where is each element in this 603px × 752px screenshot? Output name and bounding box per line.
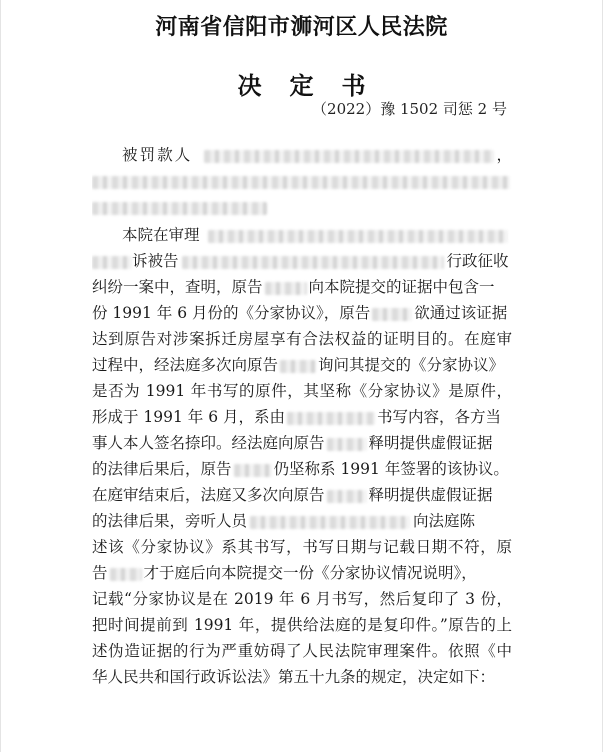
body-line xyxy=(92,248,512,274)
body-line xyxy=(92,326,512,352)
body-text: 本院在审理 xyxy=(122,226,200,244)
body-line xyxy=(92,430,512,456)
redacted-text xyxy=(280,360,316,373)
redacted-text xyxy=(208,230,508,243)
body-text: 华人民共和国行政诉讼法》第五十九条的规定，决定如下： xyxy=(92,668,496,686)
body-text: 才于庭后向本院提交一份《分家协议情况说明》， xyxy=(143,564,477,582)
body-line xyxy=(92,664,512,690)
body-text: 告 xyxy=(92,564,108,582)
redacted-text xyxy=(372,308,412,321)
body-text: 在庭审结束后，法庭又多次向原告 xyxy=(92,486,325,504)
body-line xyxy=(92,560,512,586)
body-line xyxy=(92,534,512,560)
body-line xyxy=(92,456,512,482)
body-text: 份 1991 年 6 月份的《分家协议》，原告 xyxy=(92,304,371,322)
body-line xyxy=(92,300,512,326)
redacted-text xyxy=(287,412,375,425)
body-text: 纠纷一案中，查明，原告 xyxy=(92,278,263,296)
body-text: 诉被告 xyxy=(132,252,179,270)
body-line xyxy=(92,274,512,300)
body-line xyxy=(92,194,512,220)
body-text: 书写内容，各方当 xyxy=(377,408,502,426)
redacted-text xyxy=(92,202,267,215)
body-line xyxy=(92,352,512,378)
document-number: （2022）豫 1502 司惩 2 号 xyxy=(312,100,507,118)
body-text: 欲通过该证据 xyxy=(414,304,508,322)
body-line xyxy=(92,404,512,430)
body-text: 仍坚称系 1991 年签署的该协议。 xyxy=(273,460,509,478)
body-line xyxy=(92,168,512,194)
redacted-text xyxy=(110,568,142,581)
body-text: 过程中，经法庭多次向原告 xyxy=(92,356,279,374)
redacted-text xyxy=(234,464,272,477)
body-text: 记载“分家协议是在 2019 年 6 月书写，然后复印了 3 份， xyxy=(92,590,512,608)
body-line xyxy=(92,508,512,534)
body-text: 的法律后果，旁听人员 xyxy=(92,512,248,530)
body-text: 释明提供虚假证据 xyxy=(368,486,493,504)
body-line xyxy=(92,378,512,404)
redacted-text xyxy=(327,490,367,503)
redacted-text xyxy=(204,150,494,163)
redacted-text xyxy=(182,256,444,269)
body-text: 事人本人签名捺印。经法庭向原告 xyxy=(92,434,325,452)
body-text: 把时间提前到 1991 年，提供给法庭的是复印件。”原告的上 xyxy=(92,616,512,634)
body-line xyxy=(92,638,512,664)
body-text: 被罚款人 xyxy=(122,146,193,164)
redacted-text xyxy=(265,282,307,295)
body-text: 述该《分家协议》系其书写，书写日期与记载日期不符，原 xyxy=(92,538,512,556)
body-text: 是否为 1991 年书写的原件，其坚称《分家协议》是原件， xyxy=(92,382,512,400)
redacted-text xyxy=(92,176,510,189)
body-text: 行政征收 xyxy=(446,252,509,270)
body-line xyxy=(92,586,512,612)
redacted-text xyxy=(327,438,367,451)
redacted-text xyxy=(250,516,410,529)
body-line xyxy=(122,222,512,248)
body-text: 述伪造证据的行为严重妨碍了人民法院审理案件。依照《中 xyxy=(92,642,512,660)
body-text: 向本院提交的证据中包含一 xyxy=(308,278,495,296)
body-text: 达到原告对涉案拆迁房屋享有合法权益的证明目的。在庭审 xyxy=(92,330,512,348)
redacted-text xyxy=(92,256,132,269)
body-text: 形成于 1991 年 6 月，系由 xyxy=(92,408,286,426)
body-text: 的法律后果后，原告 xyxy=(92,460,232,478)
body-line xyxy=(92,612,512,638)
body-line: 被罚款人 ， xyxy=(122,146,512,164)
document-title: 决定书 xyxy=(237,72,394,100)
body-text: 向法庭陈 xyxy=(413,512,476,530)
body-text: 询问其提交的《分家协议》 xyxy=(318,356,505,374)
court-name: 河南省信阳市浉河区人民法院 xyxy=(155,15,448,40)
body-line xyxy=(92,482,512,508)
body-text: 释明提供虚假证据 xyxy=(368,434,493,452)
